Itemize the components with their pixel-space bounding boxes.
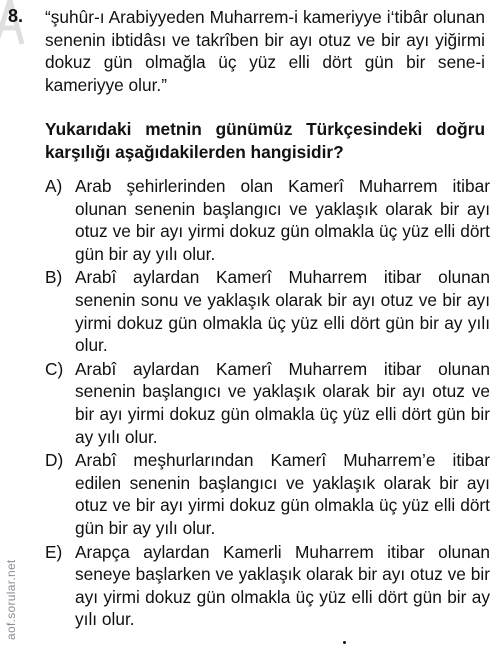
option-letter: B): [45, 267, 63, 288]
question-number: 8.: [8, 6, 24, 26]
page-dot: [343, 641, 346, 644]
answer-options: [45, 175, 490, 632]
option-letter: C): [45, 358, 64, 379]
option-a[interactable]: [45, 175, 490, 265]
side-url-watermark: aof.sorular.net: [4, 559, 18, 640]
question-stem: “şuhûr-ı Arabiyyeden Muharrem-i kameriyye i‘tibâr olunan senenin ibtidâsı ve takrîben bir ayı otuz ve bir ayı yiğirmi dokuz gün olmağla üç yüz elli dört gün bir sene-i kameriyye olur.”: [45, 7, 485, 95]
option-text: Arapça aylardan Kamerli Muharrem itibar olunan seneye başlarken ve yaklaşık olarak bir ayı otuz ve bir ayı yirmi dokuz gün olmakla üç yüz elli dört gün bir ay yılı olur.: [75, 541, 490, 630]
option-text: Arab şehirlerinden olan Kamerî Muharrem itibar olunan senenin başlangıcı ve yaklaşık olarak bir ayı otuz ve bir ayı yirmi dokuz gün olmakla üç yüz elli dört gün bir ay yılı olur.: [75, 176, 490, 264]
option-text: Arabî aylardan Kamerî Muharrem itibar olunan senenin başlangıcı ve yaklaşık olarak bir ayı otuz ve bir ayı yirmi dokuz gün olmakla üç yüz elli dört gün bir ay yılı olur.: [75, 358, 490, 447]
question-prompt: Yukarıdaki metnin günümüz Türkçesindeki doğru karşılığı aşağıdakilerden hangisidir?: [45, 119, 485, 162]
option-d[interactable]: [45, 449, 490, 539]
option-c[interactable]: [45, 358, 490, 448]
option-letter: E): [45, 541, 63, 562]
option-letter: D): [45, 450, 64, 471]
option-b[interactable]: [45, 266, 490, 356]
option-letter: A): [45, 176, 63, 196]
option-e[interactable]: [45, 541, 490, 631]
option-text: Arabî meşhurlarından Kamerî Muharrem’e itibar edilen senenin başlangıcı ve yaklaşık olarak bir ayı otuz ve bir ayı yirmi dokuz gün olmakla üç yüz elli dört gün bir ay yılı olur.: [75, 450, 490, 538]
option-text: Arabî aylardan Kamerî Muharrem itibar olunan senenin sonu ve yaklaşık olarak bir ayı otuz ve bir ayı yirmi dokuz gün olmakla üç yüz elli dört gün bir ay yılı olur.: [75, 267, 490, 356]
